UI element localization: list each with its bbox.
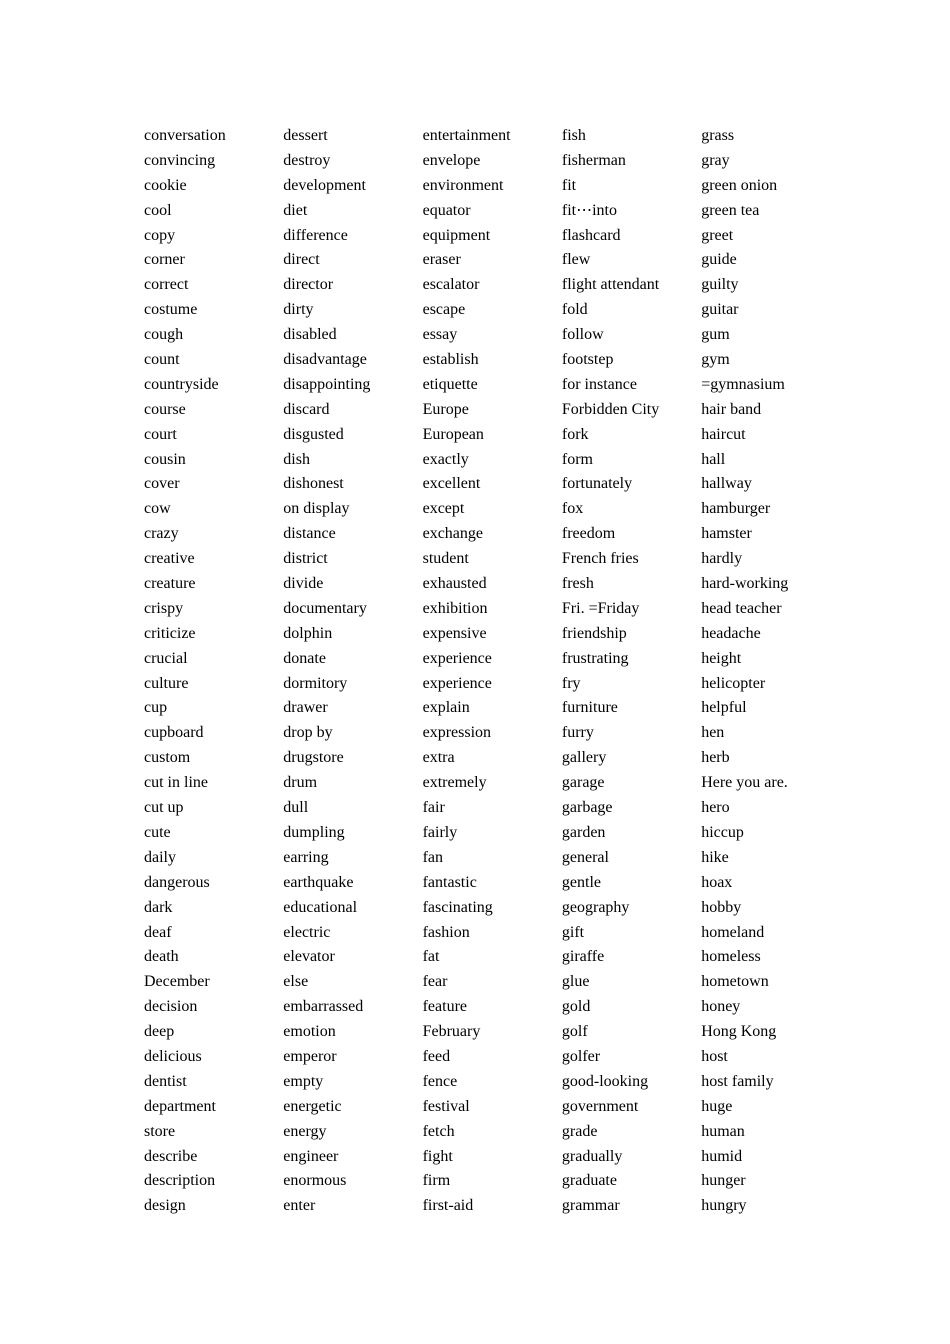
vocabulary-word: dull [283,799,309,817]
vocabulary-word: cute [144,823,171,841]
vocabulary-word: furry [561,724,594,742]
vocabulary-word: exactly [422,450,469,468]
vocabulary-word: cup [144,699,168,717]
vocabulary-word: engineer [283,1147,339,1165]
vocabulary-word: fry [561,674,581,692]
vocabulary-word: =gymnasium [701,375,785,393]
vocabulary-word: gum [701,326,730,344]
vocabulary-word: cut in line [144,774,208,792]
vocabulary-word: guilty [701,276,739,294]
vocabulary-word: good-looking [561,1072,649,1090]
vocabulary-word: distance [283,525,336,543]
vocabulary-word: equipment [422,226,491,244]
vocabulary-word: huge [701,1097,733,1115]
vocabulary-word: guitar [701,301,739,319]
vocabulary-word: hunger [701,1172,746,1190]
vocabulary-word: form [561,450,593,468]
vocabulary-word: dark [144,898,173,916]
vocabulary-word: follow [561,326,604,344]
vocabulary-word: glue [561,973,590,991]
vocabulary-word: deep [144,1023,175,1041]
vocabulary-word: gift [561,923,585,941]
vocabulary-word: honey [701,998,741,1016]
vocabulary-word: hobby [701,898,742,916]
vocabulary-list [144,124,844,1219]
vocabulary-word: graduate [561,1172,617,1190]
vocabulary-word: gradually [561,1147,623,1165]
vocabulary-word: equator [422,201,471,219]
word-column-1 [144,124,283,1219]
vocabulary-word: hallway [701,475,752,493]
vocabulary-word: divide [283,575,324,593]
vocabulary-word: grade [561,1122,598,1140]
vocabulary-word: fortunately [561,475,633,493]
vocabulary-word: fan [422,848,444,866]
vocabulary-word: eraser [422,251,461,269]
vocabulary-word: green tea [701,201,760,219]
vocabulary-word: deaf [144,923,172,941]
vocabulary-word: cow [144,500,171,518]
vocabulary-word: hometown [701,973,769,991]
vocabulary-word: course [144,400,186,418]
vocabulary-word: haircut [701,425,746,443]
vocabulary-word: crispy [144,599,184,617]
vocabulary-word: general [561,848,609,866]
vocabulary-word: first-aid [422,1197,474,1215]
vocabulary-word: human [701,1122,745,1140]
vocabulary-word: February [422,1023,481,1041]
vocabulary-word: conversation [144,127,226,144]
vocabulary-word: empty [283,1072,324,1090]
vocabulary-word: court [144,425,177,443]
vocabulary-word: difference [283,226,348,244]
vocabulary-word: hair band [701,400,762,418]
vocabulary-word: golf [561,1023,588,1041]
vocabulary-word: herb [701,749,730,767]
vocabulary-word: hen [701,724,725,742]
vocabulary-word: enter [283,1197,316,1215]
vocabulary-word: enormous [283,1172,347,1190]
vocabulary-word: Here you are. [701,774,788,792]
vocabulary-word: cover [144,475,180,493]
vocabulary-word: fashion [422,923,470,941]
vocabulary-word: government [561,1097,639,1115]
vocabulary-word: crucial [144,649,188,667]
vocabulary-word: garden [561,823,606,841]
vocabulary-word: hamster [701,525,752,543]
vocabulary-word: headache [701,624,761,642]
vocabulary-word: drop by [283,724,333,742]
vocabulary-word: discard [283,400,330,418]
vocabulary-word: destroy [283,151,331,169]
vocabulary-word: cough [144,326,184,344]
vocabulary-word: earring [283,848,329,866]
vocabulary-word: giraffe [561,948,605,966]
vocabulary-word: direct [283,251,320,269]
vocabulary-word: experience [422,674,492,692]
vocabulary-word: hungry [701,1197,747,1215]
vocabulary-word: energetic [283,1097,342,1115]
vocabulary-word: entertainment [422,127,511,144]
vocabulary-word: fair [422,799,445,817]
vocabulary-word: flew [561,251,591,269]
vocabulary-word: French fries [561,550,639,568]
vocabulary-word: extremely [422,774,487,792]
word-column-2 [283,124,422,1219]
vocabulary-word: fish [561,127,586,144]
vocabulary-word: creature [144,575,196,593]
vocabulary-word: cut up [144,799,184,817]
vocabulary-word: gym [701,351,730,369]
vocabulary-word: Hong Kong [701,1023,777,1041]
vocabulary-word: helicopter [701,674,766,692]
vocabulary-word: dumpling [283,823,345,841]
vocabulary-word: copy [144,226,176,244]
vocabulary-word: frustrating [561,649,629,667]
vocabulary-word: director [283,276,334,294]
vocabulary-word: green onion [701,176,778,194]
vocabulary-word: escape [422,301,466,319]
vocabulary-word: electric [283,923,331,941]
vocabulary-word: earthquake [283,873,354,891]
vocabulary-word: hall [701,450,726,468]
vocabulary-word: essay [422,326,458,344]
vocabulary-word: describe [144,1147,198,1165]
vocabulary-word: festival [422,1097,470,1115]
vocabulary-word: custom [144,749,191,767]
vocabulary-word: hard-working [701,575,789,593]
vocabulary-word: dirty [283,301,314,319]
vocabulary-word: creative [144,550,195,568]
vocabulary-word: fit [561,176,577,194]
vocabulary-word: cool [144,201,172,219]
vocabulary-word: dangerous [144,873,210,891]
vocabulary-word: exchange [422,525,483,543]
vocabulary-word: establish [422,351,479,369]
vocabulary-word: flight attendant [561,276,660,294]
vocabulary-word: environment [422,176,504,194]
vocabulary-word: fresh [561,575,594,593]
vocabulary-word: diet [283,201,308,219]
vocabulary-word: grass [701,127,735,144]
vocabulary-word: footstep [561,351,614,369]
vocabulary-word: cupboard [144,724,204,742]
vocabulary-word: except [422,500,465,518]
vocabulary-word: correct [144,276,189,294]
vocabulary-word: fat [422,948,440,966]
vocabulary-word: disadvantage [283,351,367,369]
vocabulary-word: crazy [144,525,179,543]
vocabulary-word: dishonest [283,475,344,493]
vocabulary-word: helpful [701,699,747,717]
vocabulary-word: energy [283,1122,327,1140]
vocabulary-word: count [144,351,180,369]
vocabulary-word: fit⋯into [561,201,617,219]
vocabulary-word: hike [701,848,729,866]
word-column-3 [423,124,562,1219]
vocabulary-word: dolphin [283,624,333,642]
vocabulary-word: drugstore [283,749,344,767]
vocabulary-word: on display [283,500,350,518]
vocabulary-word: grammar [561,1197,620,1215]
vocabulary-word: educational [283,898,358,916]
vocabulary-word: experience [422,649,492,667]
vocabulary-word: humid [701,1147,743,1165]
vocabulary-word: envelope [422,151,481,169]
vocabulary-word: Europe [422,400,469,418]
vocabulary-word: fork [561,425,589,443]
vocabulary-word: elevator [283,948,335,966]
vocabulary-word: store [144,1122,176,1140]
vocabulary-word: death [144,948,179,966]
vocabulary-word: homeless [701,948,761,966]
vocabulary-word: freedom [561,525,616,543]
vocabulary-word: hiccup [701,823,744,841]
vocabulary-word: geography [561,898,630,916]
vocabulary-word: excellent [422,475,481,493]
vocabulary-word: gold [561,998,591,1016]
vocabulary-word: drum [283,774,318,792]
vocabulary-word: furniture [561,699,618,717]
vocabulary-word: exhausted [422,575,487,593]
vocabulary-word: garage [561,774,605,792]
vocabulary-word: student [422,550,469,568]
vocabulary-word: hamburger [701,500,771,518]
vocabulary-word: design [144,1197,186,1215]
vocabulary-word: hoax [701,873,733,891]
vocabulary-word: fight [422,1147,453,1165]
vocabulary-word: height [701,649,742,667]
vocabulary-word: fence [422,1072,458,1090]
vocabulary-word: guide [701,251,737,269]
vocabulary-word: greet [701,226,734,244]
vocabulary-word: drawer [283,699,328,717]
vocabulary-word: gray [701,151,730,169]
vocabulary-word: fold [561,301,588,319]
vocabulary-word: fantastic [422,873,477,891]
vocabulary-word: expression [422,724,492,742]
vocabulary-word: district [283,550,328,568]
vocabulary-word: feed [422,1047,451,1065]
vocabulary-word: fascinating [422,898,493,916]
vocabulary-word: explain [422,699,470,717]
vocabulary-word: exhibition [422,599,488,617]
vocabulary-word: emperor [283,1047,337,1065]
vocabulary-word: disabled [283,326,337,344]
vocabulary-word: fetch [422,1122,455,1140]
vocabulary-word: garbage [561,799,613,817]
vocabulary-word: fairly [422,823,458,841]
vocabulary-word: daily [144,848,176,866]
vocabulary-word: fox [561,500,584,518]
vocabulary-word: fear [422,973,448,991]
vocabulary-word: dish [283,450,310,468]
vocabulary-word: development [283,176,366,194]
vocabulary-word: Forbidden City [561,400,660,418]
vocabulary-word: convincing [144,151,216,169]
vocabulary-word: dessert [283,127,328,144]
vocabulary-word: gentle [561,873,601,891]
vocabulary-word: delicious [144,1047,202,1065]
vocabulary-word: December [144,973,210,991]
word-column-4 [562,124,701,1219]
vocabulary-word: escalator [422,276,480,294]
vocabulary-word: Fri. =Friday [561,599,640,617]
vocabulary-word: gallery [561,749,607,767]
vocabulary-word: firm [422,1172,451,1190]
vocabulary-word: dentist [144,1072,187,1090]
vocabulary-word: golfer [561,1047,601,1065]
vocabulary-word: description [144,1172,216,1190]
vocabulary-word: host [701,1047,728,1065]
word-column-5 [701,124,840,1219]
vocabulary-word: costume [144,301,198,319]
vocabulary-word: documentary [283,599,367,617]
vocabulary-word: embarrassed [283,998,364,1016]
vocabulary-word: corner [144,251,185,269]
vocabulary-word: cousin [144,450,186,468]
vocabulary-word: host family [701,1072,774,1090]
vocabulary-word: hardly [701,550,743,568]
vocabulary-word: flashcard [561,226,621,244]
vocabulary-word: criticize [144,624,196,642]
vocabulary-word: dormitory [283,674,348,692]
vocabulary-word: friendship [561,624,627,642]
vocabulary-word: else [283,973,309,991]
vocabulary-word: extra [422,749,455,767]
vocabulary-word: emotion [283,1023,336,1041]
vocabulary-word: disgusted [283,425,344,443]
vocabulary-word: decision [144,998,198,1016]
vocabulary-word: feature [422,998,467,1016]
vocabulary-word: head teacher [701,599,782,617]
vocabulary-word: hero [701,799,730,817]
vocabulary-word: department [144,1097,216,1115]
vocabulary-word: culture [144,674,189,692]
vocabulary-word: disappointing [283,375,371,393]
vocabulary-word: countryside [144,375,219,393]
vocabulary-word: homeland [701,923,765,941]
vocabulary-word: European [422,425,484,443]
vocabulary-word: expensive [422,624,487,642]
vocabulary-word: for instance [561,375,637,393]
vocabulary-word: cookie [144,176,187,194]
vocabulary-word: donate [283,649,326,667]
vocabulary-word: etiquette [422,375,478,393]
vocabulary-word: fisherman [561,151,626,169]
